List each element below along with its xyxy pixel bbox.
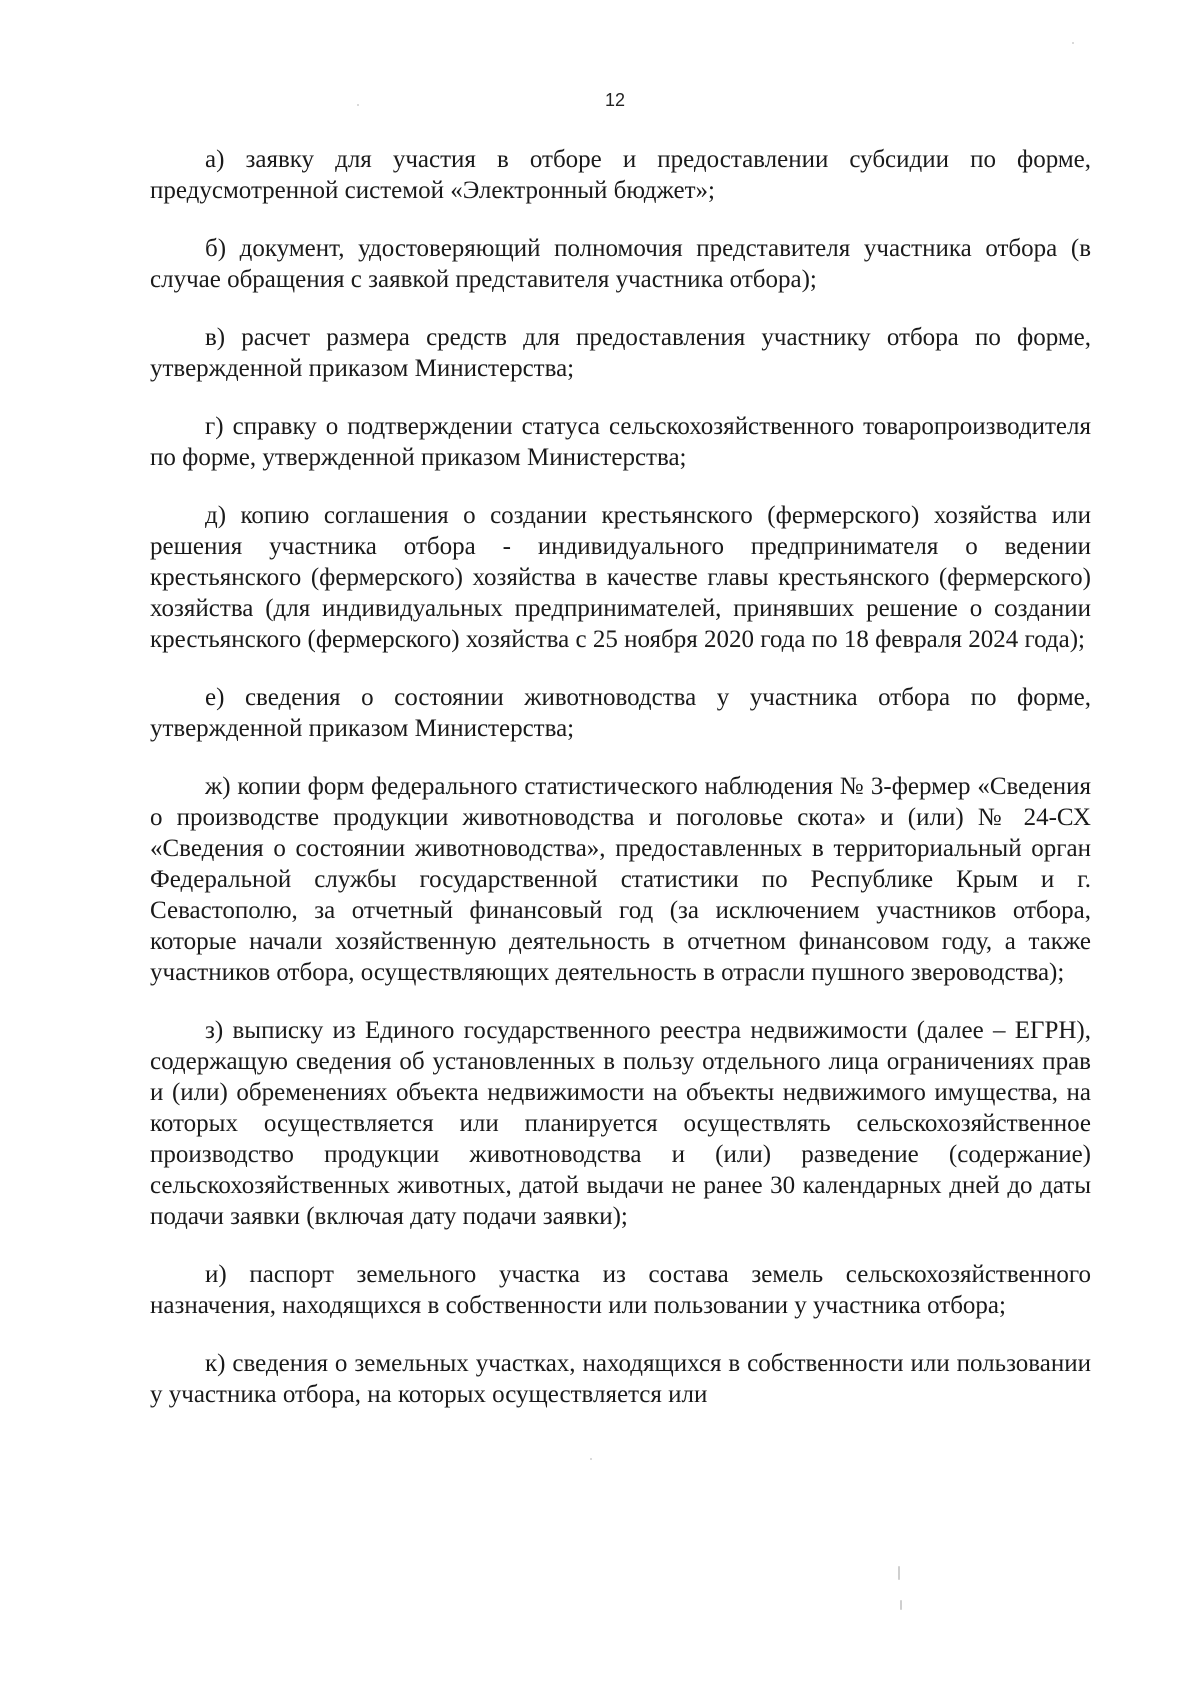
scan-speck [590, 1458, 592, 1460]
paragraph-b: б) документ, удостоверяющий полномочия представителя участника отбора (в случае обращения с заявкой представителя участника отбора); [150, 235, 1091, 293]
page-number: 12 [604, 90, 626, 110]
document-body [150, 144, 1091, 1437]
scan-speck [357, 104, 359, 106]
scan-speck [1072, 42, 1074, 44]
paragraph-g: г) справку о подтверждении статуса сельскохозяйственного товаропроизводителя по форме, утвержденной приказом Министерства; [150, 413, 1091, 471]
paragraph-e: е) сведения о состоянии животноводства у участника отбора по форме, утвержденной приказом Министерства; [150, 684, 1091, 742]
scan-speck [898, 1566, 900, 1580]
scan-speck [900, 1600, 902, 1610]
paragraph-a: а) заявку для участия в отборе и предоставлении субсидии по форме, предусмотренной системой «Электронный бюджет»; [150, 146, 1091, 204]
paragraph-d: д) копию соглашения о создании крестьянского (фермерского) хозяйства или решения участника отбора - индивидуального предпринимателя о ведении крестьянского (фермерского) хозяйства в качестве главы крестьянского (фермерского) хозяйства (для индивидуальных предпринимателей, принявших решение о создании крестьянского (фермерского) хозяйства с 25 ноября 2020 года по 18 февраля 2024 года); [150, 502, 1091, 653]
paragraph-i: и) паспорт земельного участка из состава земель сельскохозяйственного назначения, находящихся в собственности или пользовании у участника отбора; [150, 1261, 1091, 1319]
paragraph-k: к) сведения о земельных участках, находящихся в собственности или пользовании у участника отбора, на которых осуществляется или [150, 1350, 1091, 1408]
paragraph-v: в) расчет размера средств для предоставления участнику отбора по форме, утвержденной приказом Министерства; [150, 324, 1091, 382]
paragraph-z: з) выписку из Единого государственного реестра недвижимости (далее – ЕГРН), содержащую сведения об установленных в пользу отдельного лица ограничениях прав и (или) обременениях объекта недвижимости на объекты недвижимого имущества, на которых осуществляется или планируется осуществлять сельскохозяйственное производство продукции животноводства и (или) разведение (содержание) сельскохозяйственных животных, датой выдачи не ранее 30 календарных дней до даты подачи заявки (включая дату подачи заявки); [150, 1017, 1091, 1230]
paragraph-zh: ж) копии форм федерального статистического наблюдения № 3-фермер «Сведения о производстве продукции животноводства и поголовье скота» и (или) № 24-СХ «Сведения о состоянии животноводства», предоставленных в территориальный орган Федеральной службы государственной статистики по Республике Крым и г. Севастополю, за отчетный финансовый год (за исключением участников отбора, которые начали хозяйственную деятельность в отчетном финансовом году, а также участников отбора, осуществляющих деятельность в отрасли пушного звероводства); [150, 773, 1091, 986]
